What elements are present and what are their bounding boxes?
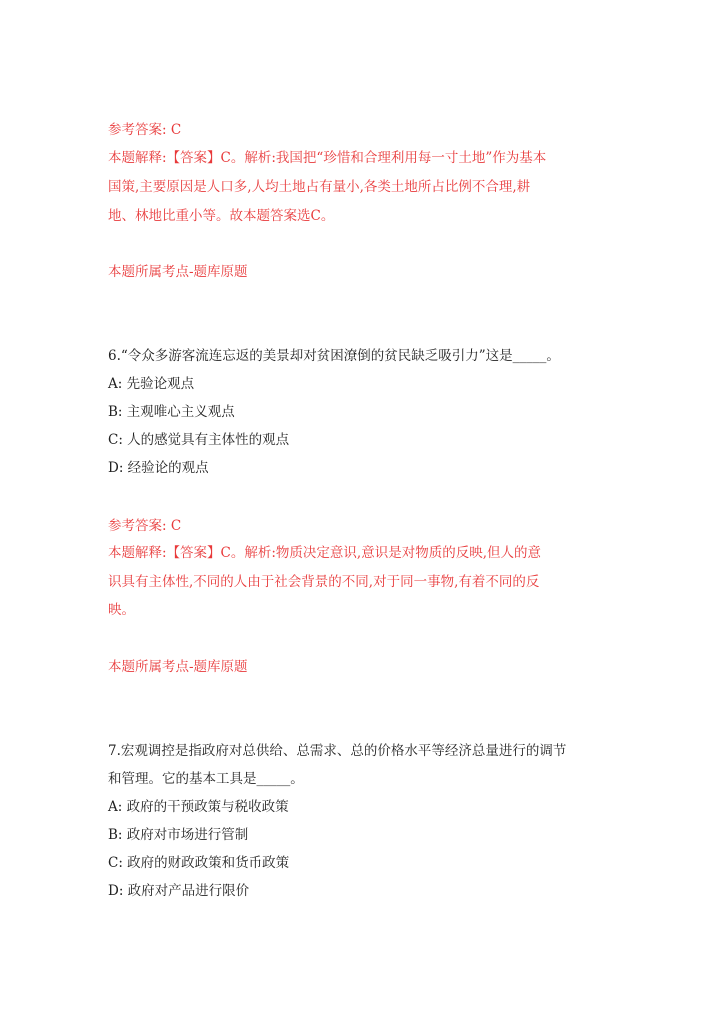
explanation-line: 本题解释:【答案】C。解析:我国把“珍惜和合理利用每一寸土地”作为基本 xyxy=(108,150,547,166)
option-d: D: 经验论的观点 xyxy=(108,460,209,476)
option-a: A: 政府的干预政策与税收政策 xyxy=(108,799,289,815)
option-c: C: 人的感觉具有主体性的观点 xyxy=(108,432,290,448)
option-c: C: 政府的财政政策和货币政策 xyxy=(108,855,290,871)
question-stem: 和管理。它的基本工具是_____。 xyxy=(108,771,304,787)
explanation-line: 本题解释:【答案】C。解析:物质决定意识,意识是对物质的反映,但人的意 xyxy=(108,545,542,561)
option-d: D: 政府对产品进行限价 xyxy=(108,883,250,899)
answer-line: 参考答案: C xyxy=(108,518,182,534)
option-b: B: 主观唯心主义观点 xyxy=(108,404,235,420)
source-line: 本题所属考点-题库原题 xyxy=(108,264,248,280)
source-line: 本题所属考点-题库原题 xyxy=(108,659,248,675)
option-b: B: 政府对市场进行管制 xyxy=(108,827,249,843)
question-stem: 7.宏观调控是指政府对总供给、总需求、总的价格水平等经济总量进行的调节 xyxy=(108,743,567,759)
question-stem: 6.“令众多游客流连忘返的美景却对贫困潦倒的贫民缺乏吸引力”这是_____。 xyxy=(108,348,560,364)
option-a: A: 先验论观点 xyxy=(108,376,195,392)
explanation-line: 识具有主体性,不同的人由于社会背景的不同,对于同一事物,有着不同的反 xyxy=(108,574,540,590)
explanation-line: 地、林地比重小等。故本题答案选C。 xyxy=(108,208,335,224)
explanation-line: 国策,主要原因是人口多,人均土地占有量小,各类土地所占比例不合理,耕 xyxy=(108,179,531,195)
answer-line: 参考答案: C xyxy=(108,122,182,138)
explanation-line: 映。 xyxy=(108,602,135,618)
